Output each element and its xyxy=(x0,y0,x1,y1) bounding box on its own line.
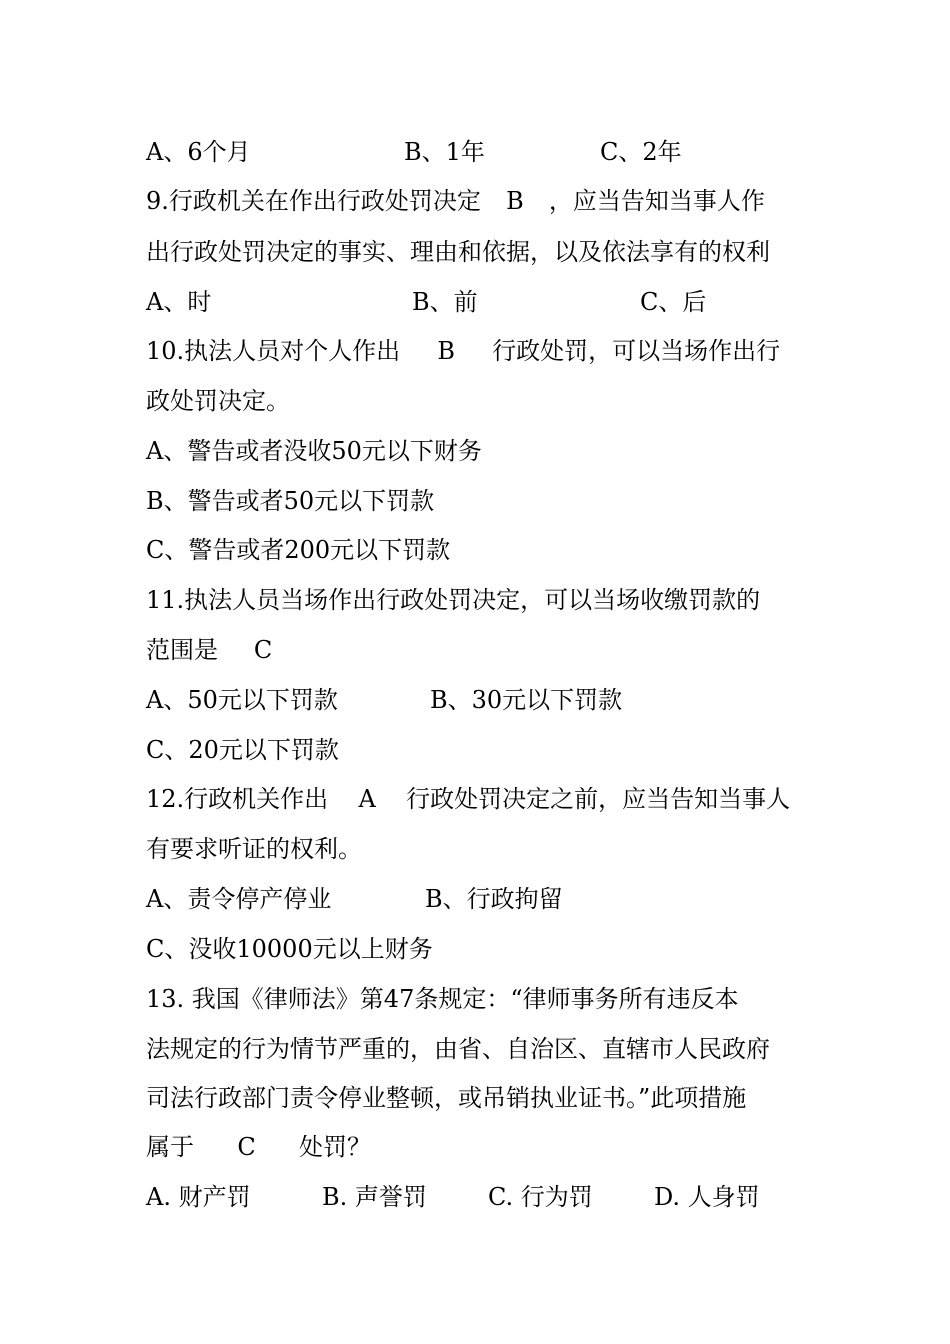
q10-option-c: C、警告或者200元以下罚款 xyxy=(146,536,451,564)
q11-answer: C xyxy=(253,636,273,664)
q13-answer: C xyxy=(237,1133,256,1161)
q12-option-b: B、行政拘留 xyxy=(425,885,563,913)
q13-option-d: D. 人身罚 xyxy=(654,1183,760,1211)
q8-option-a: A、6个月 xyxy=(146,138,251,166)
q9-option-b: B、前 xyxy=(412,288,478,316)
q13-stem-line2: 法规定的行为情节严重的，由省、自治区、直辖市人民政府 xyxy=(146,1035,770,1063)
q11-stem-before: 范围是 xyxy=(146,636,218,664)
q13-stem-line4 xyxy=(146,1132,371,1162)
q8-option-b: B、1年 xyxy=(404,138,485,166)
q9-stem-after: ，应当告知当事人作 xyxy=(548,187,765,215)
q12-option-c: C、没收10000元以上财务 xyxy=(146,935,433,963)
q13-option-b: B. 声誉罚 xyxy=(322,1183,427,1211)
q13-option-a: A. 财产罚 xyxy=(146,1183,251,1211)
q12-option-a: A、责令停产停业 xyxy=(146,885,332,913)
q13-stem-after: 处罚？ xyxy=(299,1133,371,1161)
q13-option-c: C. 行为罚 xyxy=(488,1183,593,1211)
q12-stem-line1 xyxy=(146,784,790,814)
q11-option-c: C、20元以下罚款 xyxy=(146,736,339,764)
q11-option-b: B、30元以下罚款 xyxy=(430,686,623,714)
q9-option-a: A、时 xyxy=(146,288,212,316)
q9-stem-line2: 出行政处罚决定的事实、理由和依据，以及依法享有的权利 xyxy=(146,238,770,266)
q13-stem-line3: 司法行政部门责令停业整顿，或吊销执业证书。”此项措施 xyxy=(146,1084,747,1112)
q12-stem-before: 12.行政机关作出 xyxy=(146,785,329,813)
q8-option-c: C、2年 xyxy=(600,138,682,166)
q10-option-b: B、警告或者50元以下罚款 xyxy=(146,487,435,515)
q11-option-a: A、50元以下罚款 xyxy=(146,686,338,714)
q10-stem-line1 xyxy=(146,336,780,366)
q9-option-c: C、后 xyxy=(640,288,707,316)
q10-stem-line2: 政处罚决定。 xyxy=(146,387,290,415)
q9-stem-before: 9.行政机关在作出行政处罚决定 xyxy=(146,187,481,215)
q10-option-a: A、警告或者没收50元以下财务 xyxy=(146,437,482,465)
q13-stem-line1: 13. 我国《律师法》第47条规定：“律师事务所有违反本 xyxy=(146,985,739,1013)
q12-stem-after: 行政处罚决定之前，应当告知当事人 xyxy=(406,785,791,813)
q12-stem-line2: 有要求听证的权利。 xyxy=(146,835,362,863)
q9-stem-line1 xyxy=(146,186,765,216)
q10-answer: B xyxy=(437,337,455,365)
q10-stem-after: 行政处罚，可以当场作出行 xyxy=(492,337,781,365)
q11-stem-line2 xyxy=(146,635,308,665)
q11-stem-line1: 11.执法人员当场作出行政处罚决定，可以当场收缴罚款的 xyxy=(146,586,761,614)
q12-answer: A xyxy=(358,785,376,813)
q10-stem-before: 10.执法人员对个人作出 xyxy=(146,337,401,365)
q13-stem-before: 属于 xyxy=(146,1133,194,1161)
q9-answer: B xyxy=(506,187,524,215)
